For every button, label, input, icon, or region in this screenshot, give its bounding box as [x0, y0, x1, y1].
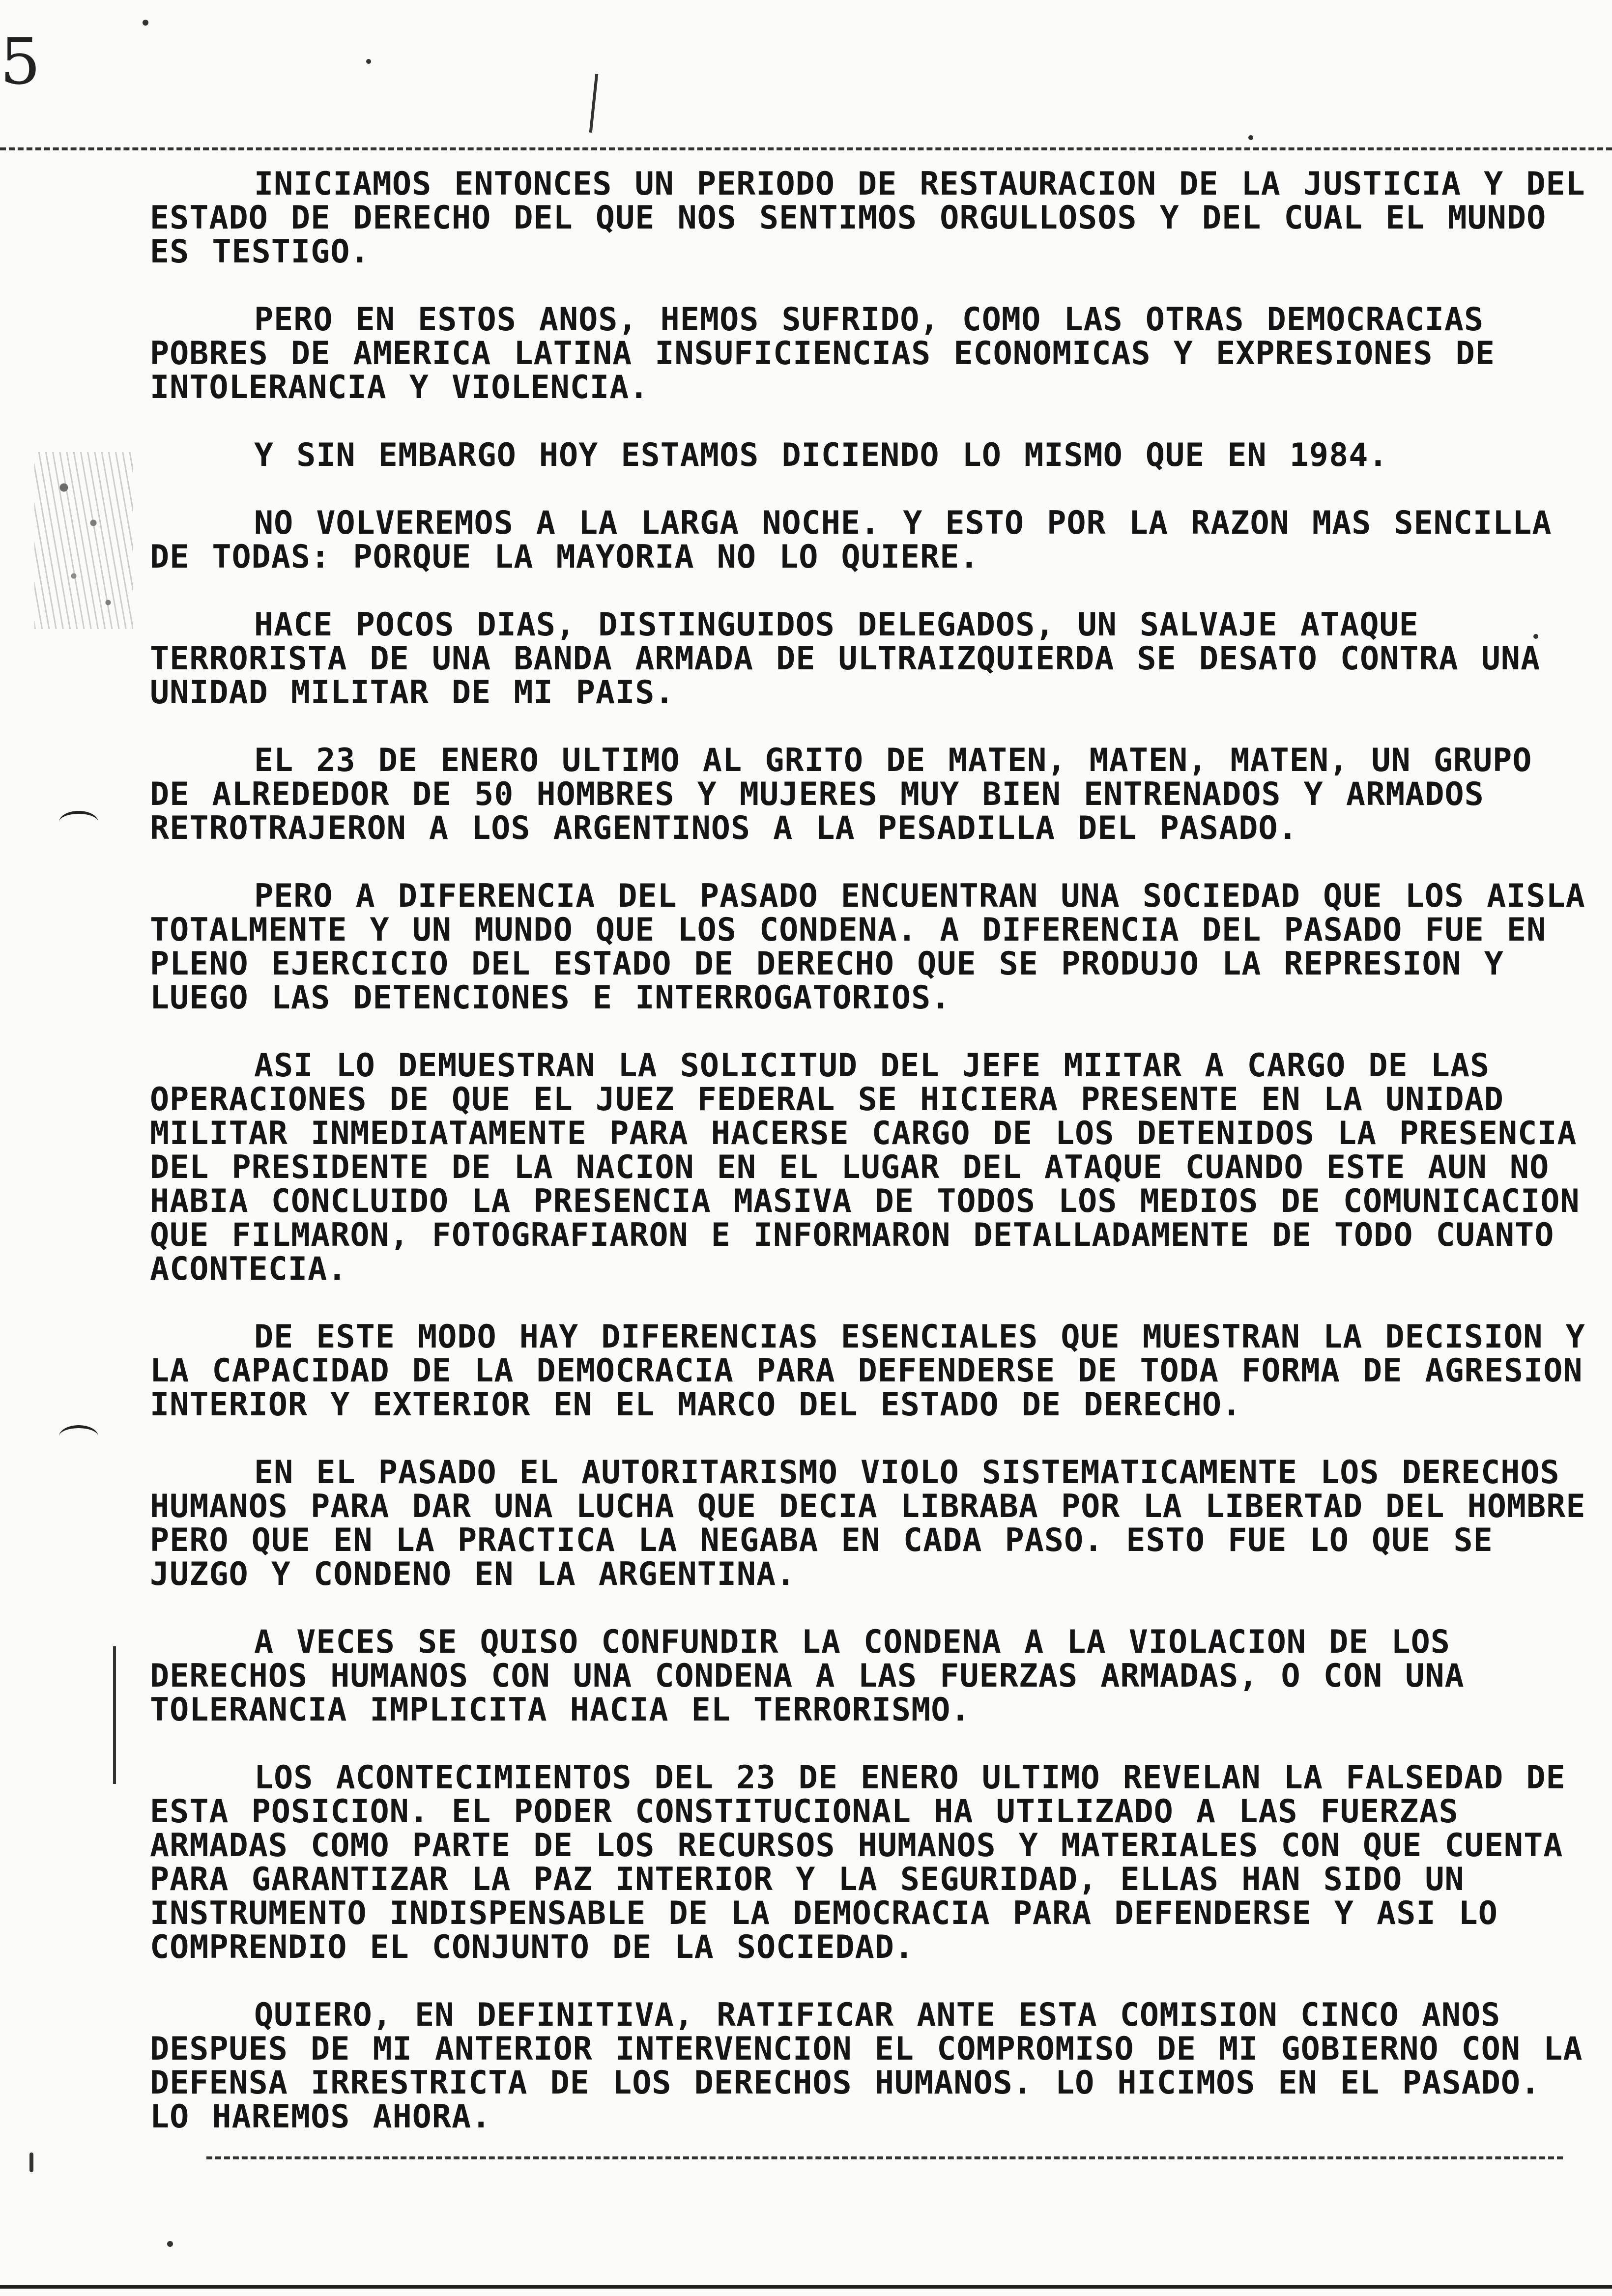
paragraph: QUIERO, EN DEFINITIVA, RATIFICAR ANTE ESTA COMISION CINCO ANOS DESPUES DE MI ANTERIOR INTERVENCION EL COMPROMISO DE MI GOBIERNO CON LA DEFENSA IRRESTRICTA DE LOS DERECHOS HUMANOS. LO HICIMOS EN EL PASADO. LO HAREMOS AHORA.	[150, 1997, 1583, 2135]
paragraph: EN EL PASADO EL AUTORITARISMO VIOLO SISTEMATICAMENTE LOS DERECHOS HUMANOS PARA DAR UNA LUCHA QUE DECIA LIBRABA POR LA LIBERTAD DEL HOMBRE PERO QUE EN LA PRACTICA LA NEGABA EN CADA PASO. ESTO FUE LO QUE SE JUZGO Y CONDENO EN LA ARGENTINA.	[150, 1454, 1586, 1593]
bottom-rule	[206, 2156, 1563, 2159]
paragraph: ASI LO DEMUESTRAN LA SOLICITUD DEL JEFE MIITAR A CARGO DE LAS OPERACIONES DE QUE EL JUEZ FEDERAL SE HICIERA PRESENTE EN LA UNIDAD MILITAR INMEDIATAMENTE PARA HACERSE CARGO DE LOS DETENIDOS LA PRESENCIA DEL PRESIDENTE DE LA NACION EN EL LUGAR DEL ATAQUE CUANDO ESTE AUN NO HABIA CONCLUIDO LA PRESENCIA MASIVA DE TODOS LOS MEDIOS DE COMUNICACION QUE FILMARON, FOTOGRAFIARON E INFORMARON DETALLADAMENTE DE TODO CUANTO ACONTECIA.	[150, 1047, 1580, 1288]
paragraph: HACE POCOS DIAS, DISTINGUIDOS DELEGADOS, UN SALVAJE ATAQUE TERRORISTA DE UNA BANDA ARMADA DE ULTRAIZQUIERDA SE DESATO CONTRA UNA UNIDAD MILITAR DE MI PAIS.	[150, 606, 1541, 711]
paragraph: EL 23 DE ENERO ULTIMO AL GRITO DE MATEN, MATEN, MATEN, UN GRUPO DE ALREDEDOR DE 50 HOMBRES Y MUJERES MUY BIEN ENTRENADOS Y ARMADOS RETROTRAJERON A LOS ARGENTINOS A LA PESADILLA DEL PASADO.	[150, 742, 1532, 847]
margin-bracket-mark	[59, 811, 98, 833]
margin-smudge	[34, 452, 133, 629]
paragraph: PERO A DIFERENCIA DEL PASADO ENCUENTRAN UNA SOCIEDAD QUE LOS AISLA TOTALMENTE Y UN MUNDO QUE LOS CONDENA. A DIFERENCIA DEL PASADO FUE EN PLENO EJERCICIO DEL ESTADO DE DERECHO QUE SE PRODUJO LA REPRESION Y LUEGO LAS DETENCIONES E INTERROGATORIOS.	[150, 878, 1585, 1016]
paragraph: A VECES SE QUISO CONFUNDIR LA CONDENA A LA VIOLACION DE LOS DERECHOS HUMANOS CON UNA CONDENA A LAS FUERZAS ARMADAS, O CON UNA TOLERANCIA IMPLICITA HACIA EL TERRORISMO.	[150, 1624, 1465, 1728]
paragraph: PERO EN ESTOS ANOS, HEMOS SUFRIDO, COMO LAS OTRAS DEMOCRACIAS POBRES DE AMERICA LATINA INSUFICIENCIAS ECONOMICAS Y EXPRESIONES DE INTOLERANCIA Y VIOLENCIA.	[150, 301, 1495, 406]
footer-rule	[0, 2285, 1612, 2289]
pen-tick-mark	[589, 74, 599, 133]
margin-bracket-mark	[59, 1425, 98, 1448]
speck	[29, 2152, 33, 2172]
paragraph: NO VOLVEREMOS A LA LARGA NOCHE. Y ESTO POR LA RAZON MAS SENCILLA DE TODAS: PORQUE LA MAYORIA NO LO QUIERE.	[150, 505, 1552, 575]
speck	[143, 20, 148, 26]
paragraph: LOS ACONTECIMIENTOS DEL 23 DE ENERO ULTIMO REVELAN LA FALSEDAD DE ESTA POSICION. EL PODER CONSTITUCIONAL HA UTILIZADO A LAS FUERZAS ARMADAS COMO PARTE DE LOS RECURSOS HUMANOS Y MATERIALES CON QUE CUENTA PARA GARANTIZAR LA PAZ INTERIOR Y LA SEGURIDAD, ELLAS HAN SIDO UN INSTRUMENTO INDISPENSABLE DE LA DEMOCRACIA PARA DEFENDERSE Y ASI LO COMPRENDIO EL CONJUNTO DE LA SOCIEDAD.	[150, 1759, 1566, 1966]
paragraph: DE ESTE MODO HAY DIFERENCIAS ESENCIALES QUE MUESTRAN LA DECISION Y LA CAPACIDAD DE LA DEMOCRACIA PARA DEFENDERSE DE TODA FORMA DE AGRESION INTERIOR Y EXTERIOR EN EL MARCO DEL ESTADO DE DERECHO.	[150, 1319, 1585, 1423]
speck	[167, 2241, 173, 2247]
margin-line-mark	[113, 1646, 116, 1784]
top-rule	[0, 147, 1612, 150]
paragraph: INICIAMOS ENTONCES UN PERIODO DE RESTAURACION DE LA JUSTICIA Y DEL ESTADO DE DERECHO DEL QUE NOS SENTIMOS ORGULLOSOS Y DEL CUAL EL MUNDO ES TESTIGO.	[150, 166, 1585, 270]
paragraph: Y SIN EMBARGO HOY ESTAMOS DICIENDO LO MISMO QUE EN 1984.	[254, 437, 1388, 474]
body-text	[150, 167, 1590, 2134]
speck	[1248, 135, 1253, 140]
speck	[366, 59, 371, 64]
page-marker: 5	[0, 24, 41, 99]
